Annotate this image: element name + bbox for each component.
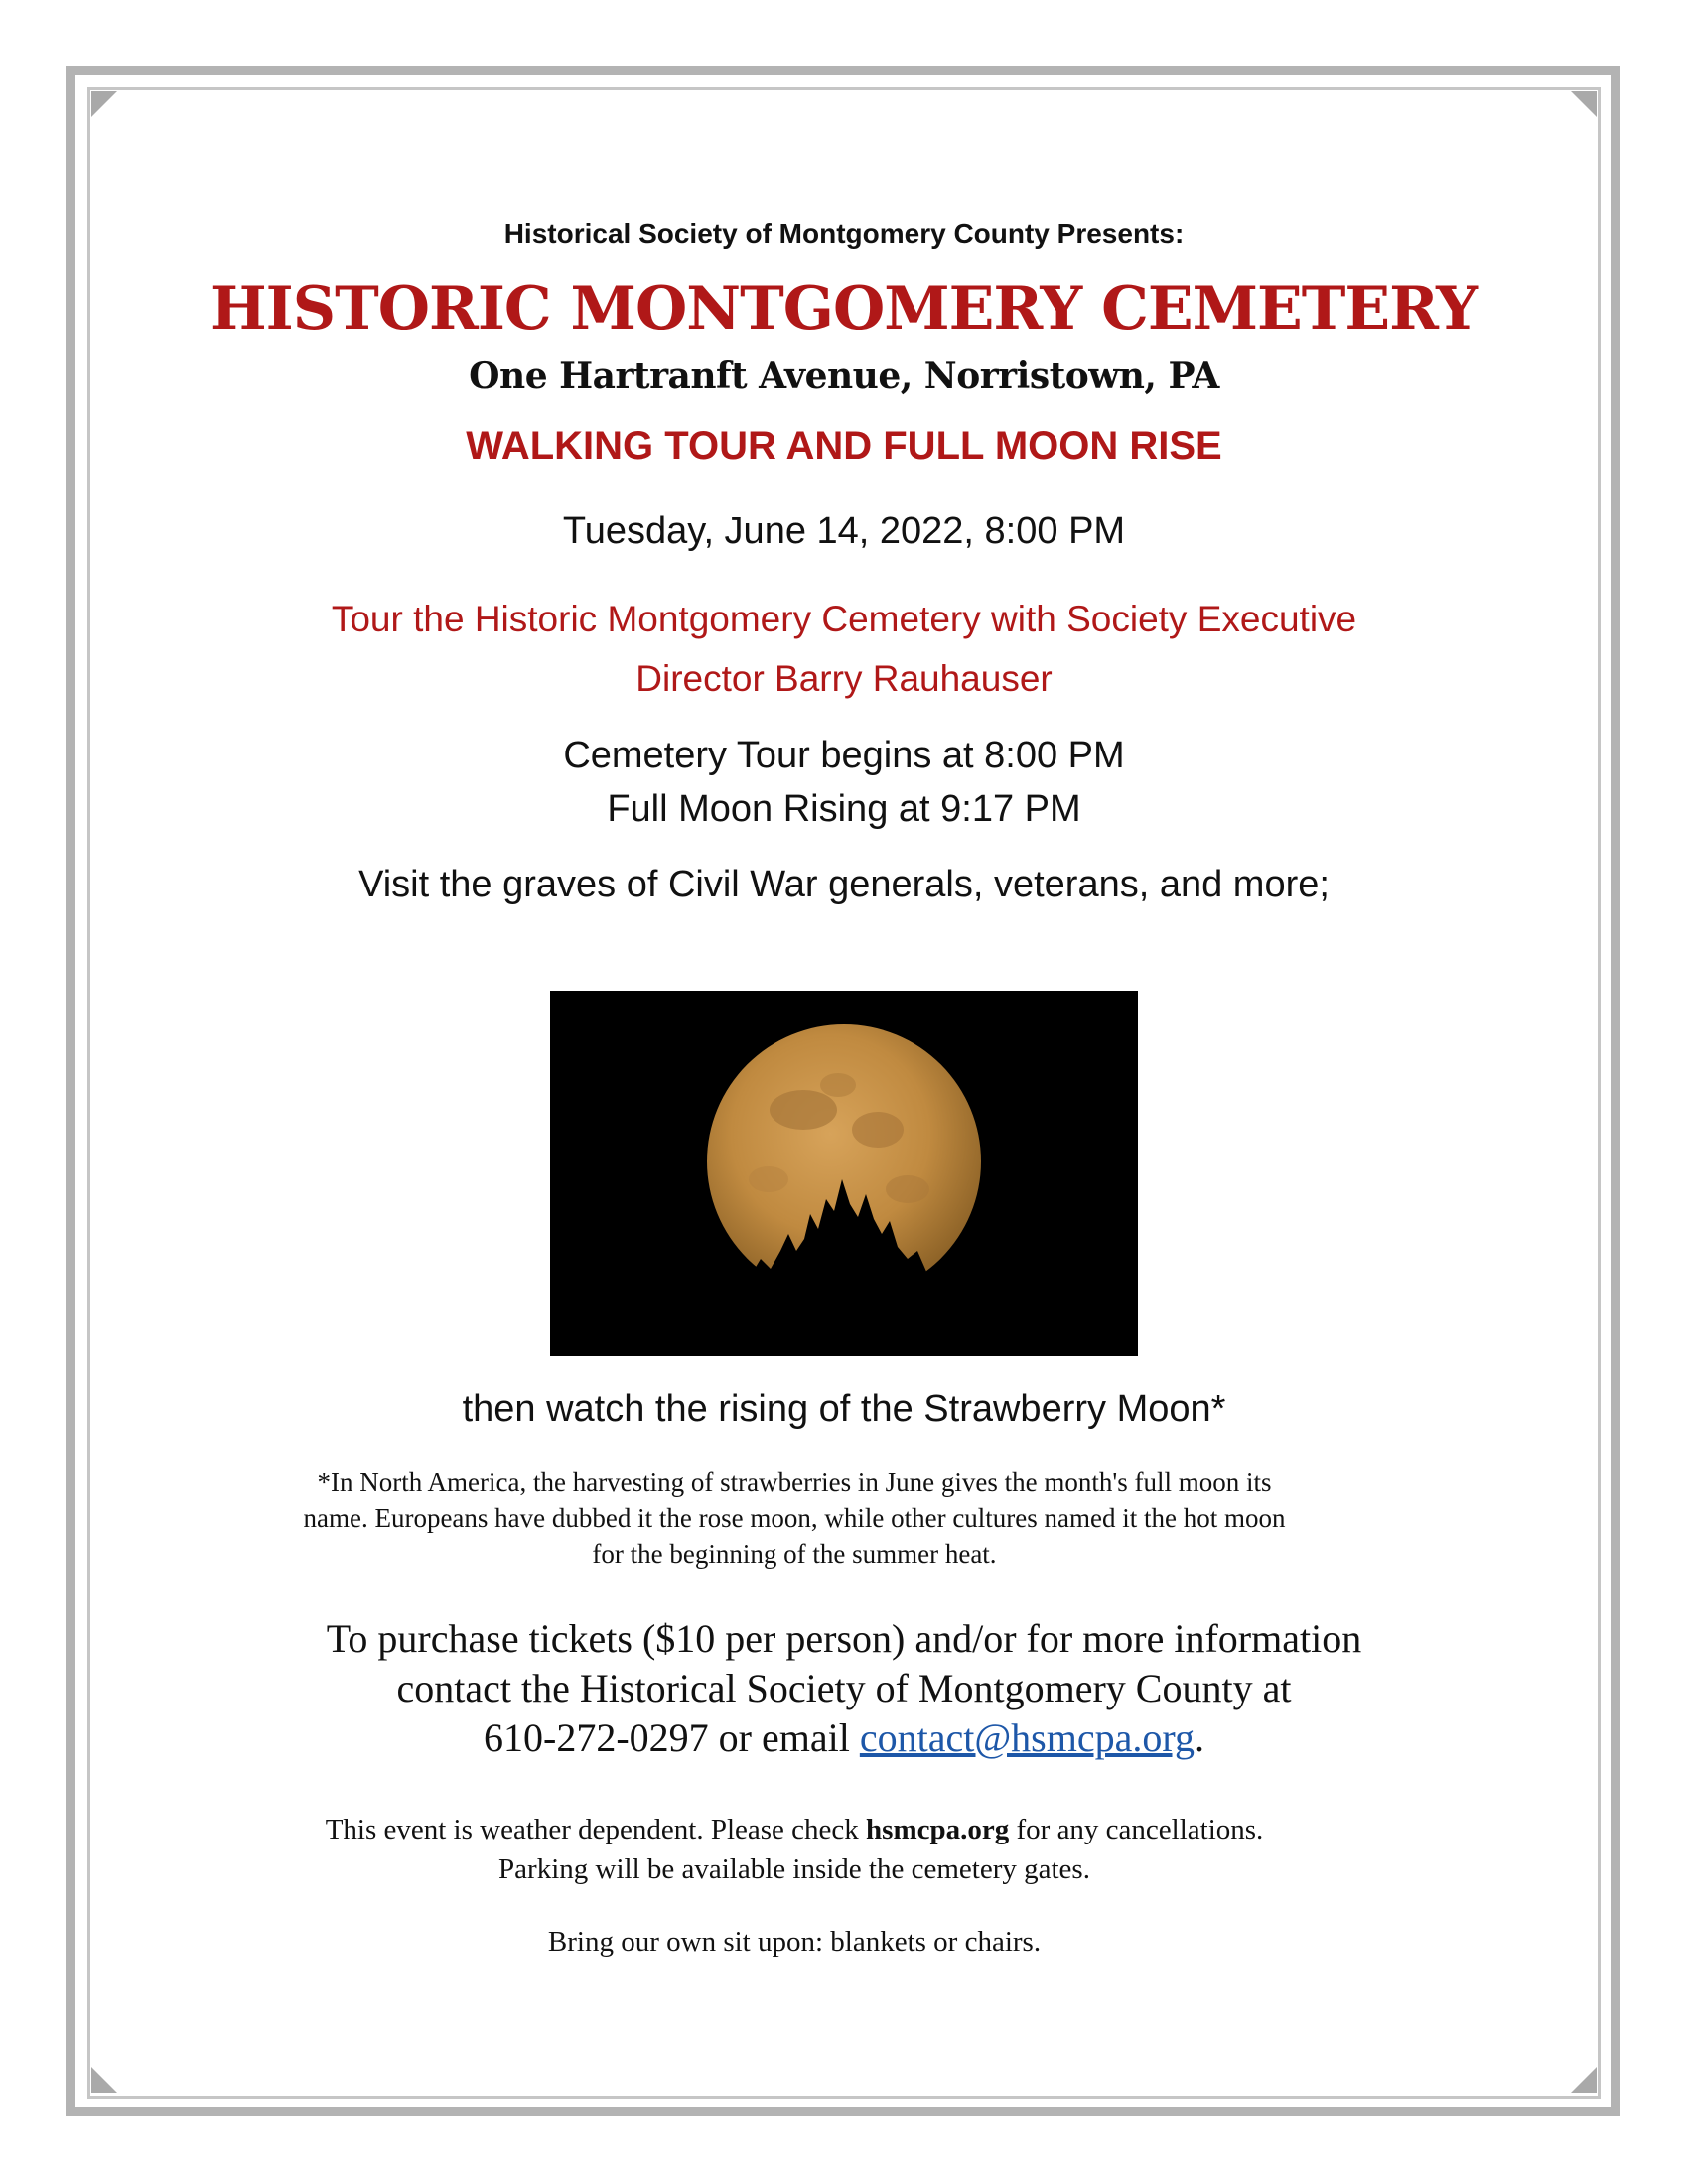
schedule-tour-start: Cemetery Tour begins at 8:00 PM — [563, 735, 1125, 776]
schedule-moon-rise: Full Moon Rising at 9:17 PM — [607, 788, 1081, 830]
ticket-info-period: . — [1194, 1715, 1204, 1760]
phone-number-text: 610-272-0297 or email — [484, 1715, 860, 1760]
corner-ornament-top-right — [1571, 91, 1597, 117]
ticket-info-line-3 — [0, 1713, 1688, 1763]
weather-notice-prefix: This event is weather dependent. Please check — [325, 1814, 867, 1845]
corner-ornament-bottom-left — [91, 2067, 117, 2093]
bring-seating-notice: Bring our own sit upon: blankets or chairs. — [547, 1926, 1042, 1958]
footnote-line-1: *In North America, the harvesting of strawberries in June gives the month's full moon its — [317, 1467, 1272, 1497]
ticket-info-line-2: contact the Historical Society of Montgomery County at — [396, 1666, 1292, 1710]
strawberry-moon-text: then watch the rising of the Strawberry Moon* — [462, 1388, 1226, 1430]
contact-email-link[interactable]: contact@hsmcpa.org — [859, 1715, 1195, 1760]
event-date: Tuesday, June 14, 2022, 8:00 PM — [562, 510, 1126, 552]
parking-notice: Parking will be available inside the cemetery gates. — [498, 1853, 1090, 1885]
event-title: HISTORIC MONTGOMERY CEMETERY — [210, 274, 1477, 343]
event-subtitle: WALKING TOUR AND FULL MOON RISE — [466, 424, 1222, 468]
weather-notice — [0, 1810, 1638, 1889]
event-address: One Hartranft Avenue, Norristown, PA — [469, 355, 1219, 397]
website-name: hsmcpa.org — [866, 1814, 1010, 1845]
footnote-line-2: name. Europeans have dubbed it the rose moon, while other cultures named it the hot moon — [303, 1503, 1286, 1533]
corner-ornament-top-left — [91, 91, 117, 117]
tour-description-line-2: Director Barry Rauhauser — [635, 658, 1053, 699]
weather-notice-line — [0, 1810, 1638, 1849]
tour-description-line-1: Tour the Historic Montgomery Cemetery with Society Executive — [331, 599, 1357, 639]
corner-ornament-bottom-right — [1571, 2067, 1597, 2093]
footnote — [0, 1464, 1638, 1571]
event-schedule — [0, 729, 1688, 836]
full-moon-photo — [550, 991, 1138, 1356]
ticket-info-line-1: To purchase tickets ($10 per person) and/or for more information — [326, 1616, 1362, 1661]
tour-description — [0, 590, 1688, 709]
ticket-info — [0, 1614, 1688, 1763]
footnote-line-3: for the beginning of the summer heat. — [592, 1539, 997, 1569]
visit-text: Visit the graves of Civil War generals, veterans, and more; — [358, 864, 1330, 905]
weather-notice-suffix: for any cancellations. — [1009, 1814, 1264, 1845]
presenter-line: Historical Society of Montgomery County Presents: — [503, 218, 1185, 249]
